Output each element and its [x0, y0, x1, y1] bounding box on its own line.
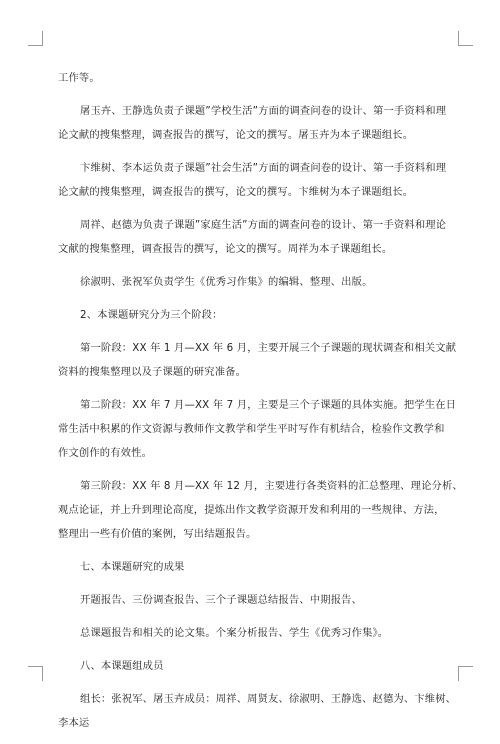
text-line: 开题报告、三份调查报告、三个子课题总结报告、中期报告、: [80, 594, 363, 606]
paragraph: [58, 156, 448, 204]
paragraph: [58, 588, 448, 612]
text-line: 整理出一些有价值的案例，写出结题报告。: [58, 528, 257, 540]
text-line: 屠玉卉、王静选负责子课题”学校生活”方面的调查问卷的设计、第一手资料和理: [80, 105, 447, 117]
paragraph: [58, 213, 448, 261]
crop-mark-bottom-right: [458, 666, 473, 681]
text-line: 第一阶段：XX 年 1 月—XX 年 6 月，主要开展三个子课题的现状调查和相关文献: [80, 342, 457, 354]
text-line: 徐淑明、张祝军负责学生《优秀习作集》的编辑、整理、出版。: [80, 276, 373, 288]
document-body: [58, 66, 463, 744]
paragraph: [58, 621, 448, 645]
crop-mark-bottom-left: [28, 666, 43, 681]
text-line: 总课题报告和相关的论文集。个案分析报告、学生《优秀习作集》。: [80, 627, 389, 639]
text-line: 八、本课题组成员: [80, 660, 164, 672]
text-line: 观点论证，并上升到理论高度，提炼出作文教学资源开发和利用的一些规律、方法，: [58, 504, 445, 516]
text-line: 工作等。: [58, 72, 100, 84]
text-line: 周祥、赵德为负责子课题”家庭生活”方面的调查问卷的设计、第一手资料和理论: [80, 219, 447, 231]
text-line: 组长：张祝军、屠玉卉成员：周祥、周贤友、徐淑明、王静选、赵德为、卞维树、: [80, 693, 457, 705]
text-line: 文献的搜集整理，调查报告的撰写，论文的撰写。周祥为本子课题组长。: [58, 243, 393, 255]
text-line: 第三阶段：XX 年 8 月—XX 年 12 月，主要进行各类资料的汇总整理、理论分析、: [80, 480, 463, 492]
paragraph: [58, 336, 457, 384]
text-line: 论文献的搜集整理，调查报告的撰写，论文的撰写。卞维树为本子课题组长。: [58, 186, 414, 198]
paragraph: [58, 393, 457, 465]
text-line: 作文创作的有效性。: [58, 447, 153, 459]
text-line: 李本运: [58, 717, 90, 729]
text-line: 2、本课题研究分为三个阶段：: [80, 309, 223, 321]
paragraph: [58, 474, 463, 546]
paragraph: [58, 687, 457, 735]
text-line: 七、本课题研究的成果: [80, 561, 185, 573]
paragraph: [58, 654, 448, 678]
text-line: 卞维树、李本运负责子课题”社会生活”方面的调查问卷的设计、第一手资料和理: [80, 162, 447, 174]
paragraph: [58, 303, 448, 327]
text-line: 常生活中积累的作文资源与教师作文教学和学生平时写作有机结合，检验作文教学和: [58, 423, 445, 435]
paragraph: [58, 555, 448, 579]
text-line: 第二阶段：XX 年 7 月—XX 年 7 月，主要是三个子课题的具体实施。把学生在日: [80, 399, 457, 411]
text-line: 资料的搜集整理以及子课题的研究准备。: [58, 366, 247, 378]
text-line: 论文献的搜集整理，调查报告的撰写，论文的撰写。屠玉卉为本子课题组长。: [58, 129, 414, 141]
paragraph: [58, 99, 448, 147]
crop-mark-top-left: [28, 31, 43, 46]
paragraph: [58, 270, 448, 294]
crop-mark-top-right: [458, 31, 473, 46]
paragraph: [58, 66, 448, 90]
